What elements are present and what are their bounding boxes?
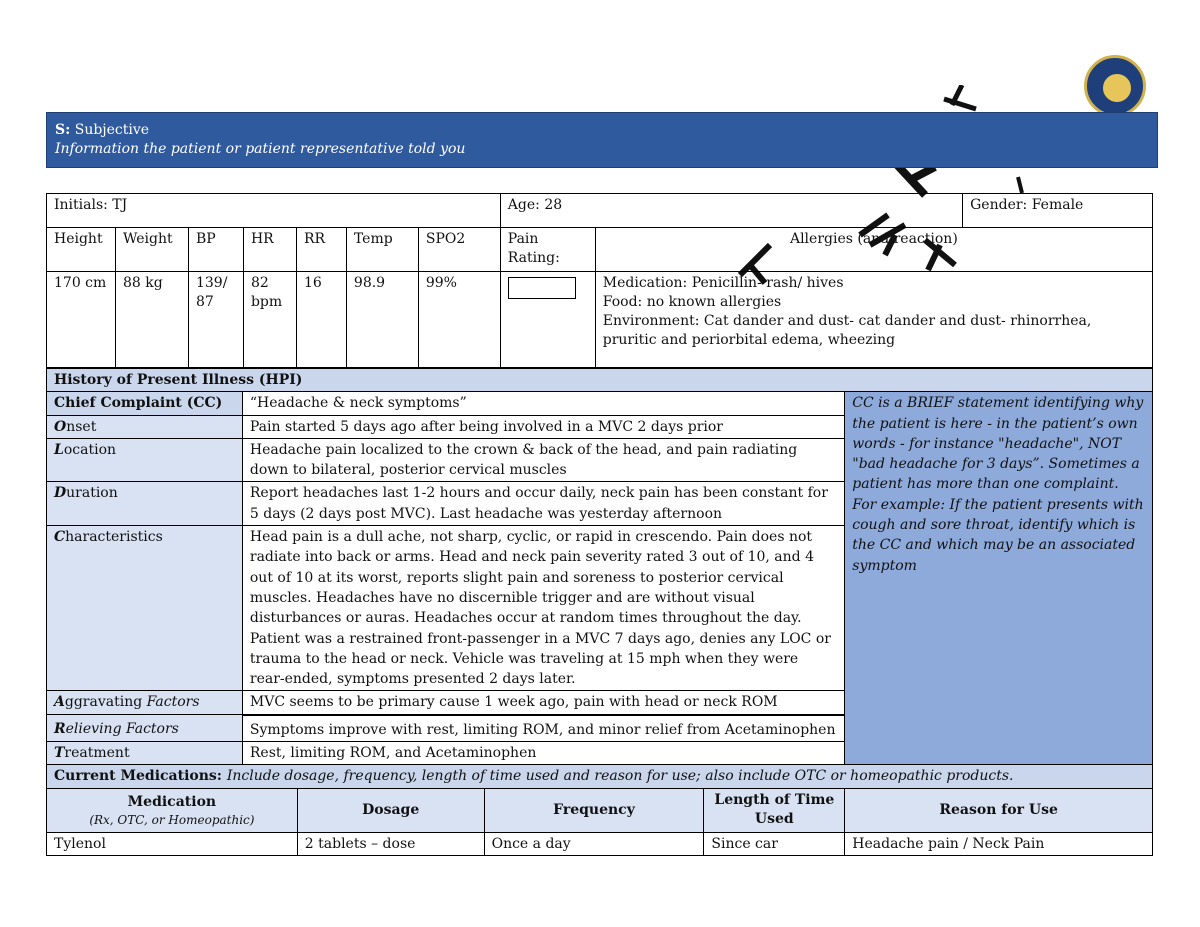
treatment-value: Rest, limiting ROM, and Acetaminophen <box>242 742 844 765</box>
duration-value: Report headaches last 1-2 hours and occur daily, neck pain has been constant for 5 days (2 days post MVC). Last headache was yesterday afternoon <box>242 482 844 526</box>
medications-columns-row <box>47 788 1153 832</box>
bp-header: BP <box>188 228 243 272</box>
cc-label: Chief Complaint (CC) <box>47 392 243 415</box>
mark-stroke <box>1018 177 1022 193</box>
gender-cell: Gender: Female <box>963 194 1153 228</box>
medications-section-title: Current Medications: <box>54 768 222 785</box>
hr-header: HR <box>243 228 296 272</box>
onset-value: Pain started 5 days ago after being involved in a MVC 2 days prior <box>242 415 844 438</box>
demographics-row <box>47 194 1153 228</box>
medication-row <box>47 832 1153 855</box>
medication-col-header: Medication (Rx, OTC, or Homeopathic) <box>47 788 298 832</box>
spo2-value: 99% <box>418 272 500 368</box>
weight-value: 88 kg <box>115 272 188 368</box>
hpi-section-title: History of Present Illness (HPI) <box>47 369 1153 392</box>
allergy-food: Food: no known allergies <box>602 294 782 310</box>
banner-label: S: <box>55 122 71 138</box>
length-col-header: Length of Time Used <box>704 788 845 832</box>
reason-col-header: Reason for Use <box>845 788 1153 832</box>
location-label: Location <box>47 438 243 482</box>
temp-value: 98.9 <box>346 272 418 368</box>
hpi-table <box>46 368 1153 856</box>
medication-col-subheader: (Rx, OTC, or Homeopathic) <box>89 812 255 827</box>
dosage-col-header: Dosage <box>297 788 484 832</box>
spo2-header: SPO2 <box>418 228 500 272</box>
medication-dosage: 2 tablets – dose <box>297 832 484 855</box>
characteristics-label: Characteristics <box>47 526 243 691</box>
medications-section-note: Include dosage, frequency, length of time used and reason for use; also include OTC or homeopathic products. <box>226 768 1014 785</box>
rr-header: RR <box>296 228 346 272</box>
subjective-banner <box>46 112 1158 168</box>
frequency-col-header: Frequency <box>484 788 704 832</box>
hr-value: 82 bpm <box>243 272 296 368</box>
banner-subtitle: Information the patient or patient representative told you <box>55 141 466 157</box>
relieving-value: Symptoms improve with rest, limiting ROM, and minor relief from Acetaminophen <box>242 715 844 742</box>
allergies-header: Allergies (and reaction) <box>595 228 1152 272</box>
medications-header-row <box>47 765 1153 788</box>
medications-section <box>47 765 1153 788</box>
temp-header: Temp <box>346 228 418 272</box>
pain-rating-cell <box>500 272 595 368</box>
onset-label: Onset <box>47 415 243 438</box>
height-value: 170 cm <box>47 272 116 368</box>
bp-value: 139/ 87 <box>188 272 243 368</box>
rr-value: 16 <box>296 272 346 368</box>
relieving-label: Relieving Factors <box>47 715 243 742</box>
allergies-cell <box>595 272 1152 368</box>
initials-cell: Initials: TJ <box>47 194 501 228</box>
medication-frequency: Once a day <box>484 832 704 855</box>
allergy-medication: Medication: Penicillin- rash/ hives <box>602 275 844 291</box>
duration-label: Duration <box>47 482 243 526</box>
aggravating-label: Aggravating Factors <box>47 691 243 715</box>
cc-note: CC is a BRIEF statement identifying why the patient is here - in the patient’s own words - for instance "headache", NOT "bad headache for 3 days”. Sometimes a patient has more than one complaint. For example: If the patient presents with cough and sore throat, identify which is the CC and which may be an associated symptom <box>845 392 1153 765</box>
cc-row <box>47 392 1153 415</box>
location-value: Headache pain localized to the crown & back of the head, and pain radiating down to bilateral, posterior cervical muscles <box>242 438 844 482</box>
pain-rating-input[interactable] <box>508 277 576 299</box>
hpi-header-row <box>47 369 1153 392</box>
medication-reason: Headache pain / Neck Pain <box>845 832 1153 855</box>
characteristics-value: Head pain is a dull ache, not sharp, cyclic, or rapid in crescendo. Pain does not radiate into back or arms. Head and neck pain severity rated 3 out of 10, and 4 out of 10 at its worst, reports slight pain and soreness to posterior cervical muscles. Headaches have no discernible trigger and are without visual disturbances or auras. Headaches occur at random times throughout the day. Patient was a restrained front-passenger in a MVC 7 days ago, denies any LOC or trauma to the head or neck. Vehicle was traveling at 15 mph when they were rear-ended, symptoms presented 2 days later. <box>242 526 844 691</box>
mark-stroke <box>944 85 976 109</box>
treatment-label: Treatment <box>47 742 243 765</box>
university-seal-icon <box>1084 55 1146 117</box>
aggravating-value: MVC seems to be primary cause 1 week ago, pain with head or neck ROM <box>242 691 844 715</box>
vitals-value-row <box>47 272 1153 368</box>
seal-center <box>1101 72 1133 104</box>
weight-header: Weight <box>115 228 188 272</box>
banner-title: Subjective <box>74 122 150 138</box>
pain-rating-header: Pain Rating: <box>500 228 595 272</box>
medication-length: Since car <box>704 832 845 855</box>
vitals-table <box>46 193 1153 368</box>
age-cell: Age: 28 <box>500 194 962 228</box>
medication-name: Tylenol <box>47 832 298 855</box>
allergy-environment: Environment: Cat dander and dust- cat dander and dust- rhinorrhea, pruritic and periorbital edema, wheezing <box>602 313 1092 348</box>
cc-value: “Headache & neck symptoms” <box>242 392 844 415</box>
vitals-header-row <box>47 228 1153 272</box>
height-header: Height <box>47 228 116 272</box>
